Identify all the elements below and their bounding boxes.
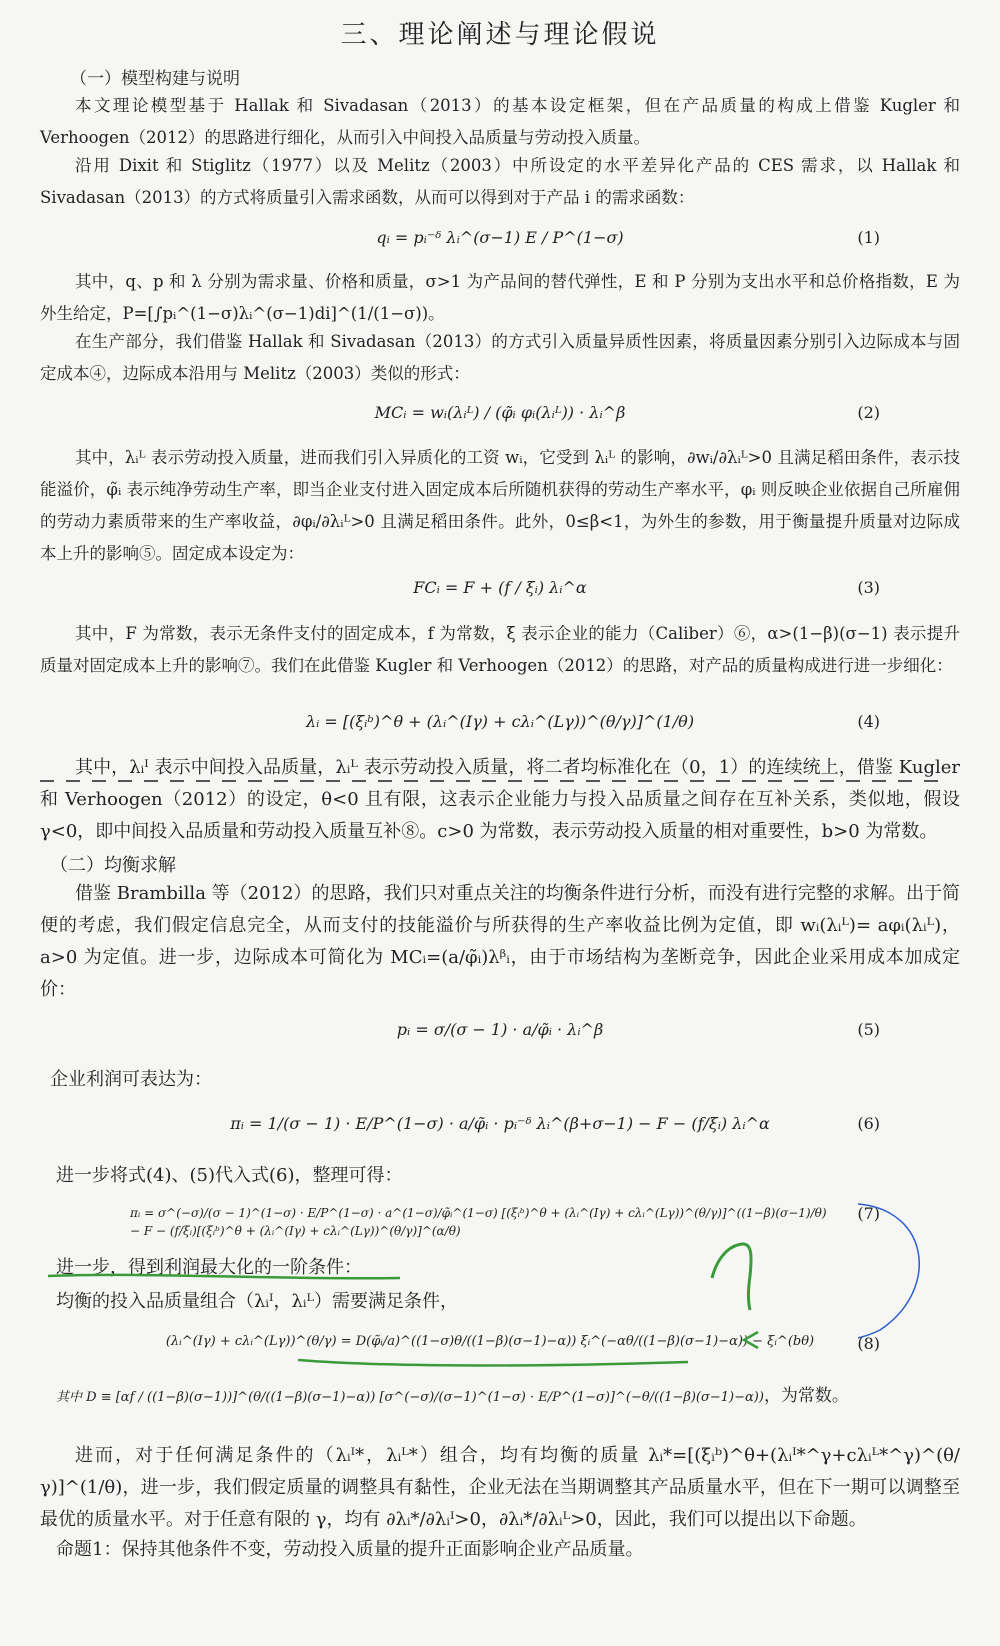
paragraph: 进一步将式(4)、(5)代入式(6)，整理可得：: [56, 1165, 403, 1186]
green-arrow-mark: [744, 1332, 758, 1348]
subsection-heading: （二）均衡求解: [50, 855, 176, 876]
equation-number: (6): [857, 1114, 880, 1133]
blue-curve-mark: [858, 1204, 919, 1338]
equation-number: (7): [857, 1204, 880, 1223]
equation-number: (5): [857, 1020, 880, 1039]
paragraph-underlined: 进一步，得到利润最大化的一阶条件：: [56, 1257, 362, 1278]
paragraph: 借鉴 Brambilla 等（2012）的思路，我们只对重点关注的均衡条件进行分析，而没有进行完整的求解。出于简便的考虑，我们假定信息完全，从而支付的技能溢价与所获得的生产率收益比例为定值，即 wᵢ(λᵢᴸ)= aφᵢ(λᵢᴸ)，a>0 为定值。进一步，边际成本可简化为 MCᵢ=(a/φ̃ᵢ)λᵝᵢ，由于市场结构为垄断竞争，因此企业采用成本加成定价：: [40, 883, 960, 1000]
paragraph: 进而，对于任何满足条件的（λᵢᴵ*，λᵢᴸ*）组合，均有均衡的质量 λᵢ*=[(ξᵢᵇ)^θ+(λᵢᴵ*^γ+cλᵢᴸ*^γ)^(θ/γ)]^(1/θ)，进一步，我们假定质量的调整具有黏性，企业无法在当期调整其产品质量水平，但在下一期可以调整至最优的质量水平。对于任意有限的 γ，均有 ∂λᵢ*/∂λᵢᴵ>0，∂λᵢ*/∂λᵢᴸ>0，因此，我们可以提出以下命题。: [40, 1445, 960, 1530]
paragraph: 其中，F 为常数，表示无条件支付的固定成本，f 为常数，ξ 表示企业的能力（Caliber）⑥，α>(1−β)(σ−1) 表示提升质量对固定成本上升的影响⑦。我们在此借鉴 Kugler 和 Verhoogen（2012）的思路，对产品的质量构成进行进一步细化：: [40, 624, 960, 675]
green-underline-equation: [298, 1360, 688, 1366]
green-underline: [48, 1275, 400, 1278]
equation-text: qᵢ = pᵢ⁻ᵟ λᵢ^(σ−1) E / P^(1−σ): [376, 228, 624, 247]
paragraph: 企业利润可表达为：: [50, 1069, 212, 1090]
equation-text: λᵢ = [(ξᵢᵇ)^θ + (λᵢ^(Iγ) + cλᵢ^(Lγ))^(θ/γ)]^(1/θ): [305, 712, 695, 731]
constant-formula: 其中 D ≡ [αf / ((1−β)(σ−1))]^(θ/((1−β)(σ−1)−α)) [σ^(−σ)/(σ−1)^(1−σ) · E/P^(1−σ)]^(−θ/((1−β)(σ−1)−α)): [56, 1390, 764, 1405]
paragraph: 在生产部分，我们借鉴 Hallak 和 Sivadasan（2013）的方式引入质量异质性因素，将质量因素分别引入边际成本与固定成本④，边际成本沿用与 Melitz（2003）类似的形式：: [40, 332, 960, 383]
equation-text: pᵢ = σ/(σ − 1) · a/φ̃ᵢ · λᵢ^β: [396, 1020, 604, 1039]
constant-note: ，为常数。: [763, 1386, 849, 1406]
paragraph: 沿用 Dixit 和 Stiglitz（1977）以及 Melitz（2003）中所设定的水平差异化产品的 CES 需求，以 Hallak 和 Sivadasan（2013）的方式将质量引入需求函数，从而可以得到对于产品 i 的需求函数：: [40, 156, 960, 207]
subsection-heading: （一）模型构建与说明: [70, 69, 240, 89]
section-title: 三、理论阐述与理论假说: [340, 20, 660, 50]
paragraph: 其中，λᵢᴵ 表示中间投入品质量，λᵢᴸ 表示劳动投入质量，将二者均标准化在（0，1）的连续统上，借鉴 Kugler 和 Verhoogen（2012）的设定，θ<0 且有限，这表示企业能力与投入品质量之间存在互补关系，类似地，假设 γ<0，即中间投入品质量和劳动投入质量互补⑧。c>0 为常数，表示劳动投入质量的相对重要性，b>0 为常数。: [40, 757, 960, 842]
paragraph: 其中，λᵢᴸ 表示劳动投入质量，进而我们引入异质化的工资 wᵢ，它受到 λᵢᴸ 的影响，∂wᵢ/∂λᵢᴸ>0 且满足稻田条件，表示技能溢价，φ̃ᵢ 表示纯净劳动生产率，即当企业支付进入固定成本后所随机获得的劳动生产率水平，φᵢ 则反映企业依据自己所雇佣的劳动力素质带来的生产率收益，∂φᵢ/∂λᵢᴸ>0 且满足稻田条件。此外，0≤β<1，为外生的参数，用于衡量提升质量对边际成本上升的影响⑤。固定成本设定为：: [40, 448, 960, 563]
equation-text: πᵢ = 1/(σ − 1) · E/P^(1−σ) · a/φ̃ᵢ · pᵢ⁻ᵟ λᵢ^(β+σ−1) − F − (f/ξᵢ) λᵢ^α: [230, 1114, 770, 1133]
equation-text: πᵢ = σ^(−σ)/(σ − 1)^(1−σ) · E/P^(1−σ) · a^(1−σ)/φ̃ᵢ^(1−σ) [(ξᵢᵇ)^θ + (λᵢ^(Iγ) + cλᵢ^(Lγ))^(θ/γ)]^((1−β)(σ−1)/θ) − F − (f/ξᵢ)[(ξᵢᵇ)^θ + (λᵢ^(Iγ) + cλᵢ^(Lγ))^(θ/γ)]^(α/θ): [130, 1206, 827, 1238]
green-bracket-mark: [712, 1244, 751, 1310]
paragraph: 均衡的投入品质量组合（λᵢᴵ，λᵢᴸ）需要满足条件，: [56, 1291, 459, 1312]
paragraph: 本文理论模型基于 Hallak 和 Sivadasan（2013）的基本设定框架，但在产品质量的构成上借鉴 Kugler 和 Verhoogen（2012）的思路进行细化，从而引入中间投入品质量与劳动投入质量。: [40, 96, 960, 147]
equation-text: MCᵢ = wᵢ(λᵢᴸ) / (φ̃ᵢ φᵢ(λᵢᴸ)) · λᵢ^β: [374, 403, 626, 422]
equation-number: (4): [857, 712, 880, 731]
paragraph: 其中，q、p 和 λ 分别为需求量、价格和质量，σ>1 为产品间的替代弹性，E 和 P 分别为支出水平和总价格指数，E 为外生给定，P=[∫pᵢ^(1−σ)λᵢ^(σ−1)di]^(1/(1−σ))。: [40, 272, 960, 323]
equation-number: (8): [857, 1334, 880, 1353]
equation-number: (1): [857, 228, 880, 247]
equation-number: (2): [857, 403, 880, 422]
equation-text: FCᵢ = F + (f / ξᵢ) λᵢ^α: [413, 578, 587, 597]
proposition: 命题1：保持其他条件不变，劳动投入质量的提升正面影响企业产品质量。: [56, 1539, 644, 1560]
equation-text: (λᵢ^(Iγ) + cλᵢ^(Lγ))^(θ/γ) = D(φ̃ᵢ/a)^((1−σ)θ/((1−β)(σ−1)−α)) ξᵢ^(−αθ/((1−β)(σ−1)−α)) − ξᵢ^(bθ): [165, 1334, 815, 1349]
equation-number: (3): [857, 578, 880, 597]
